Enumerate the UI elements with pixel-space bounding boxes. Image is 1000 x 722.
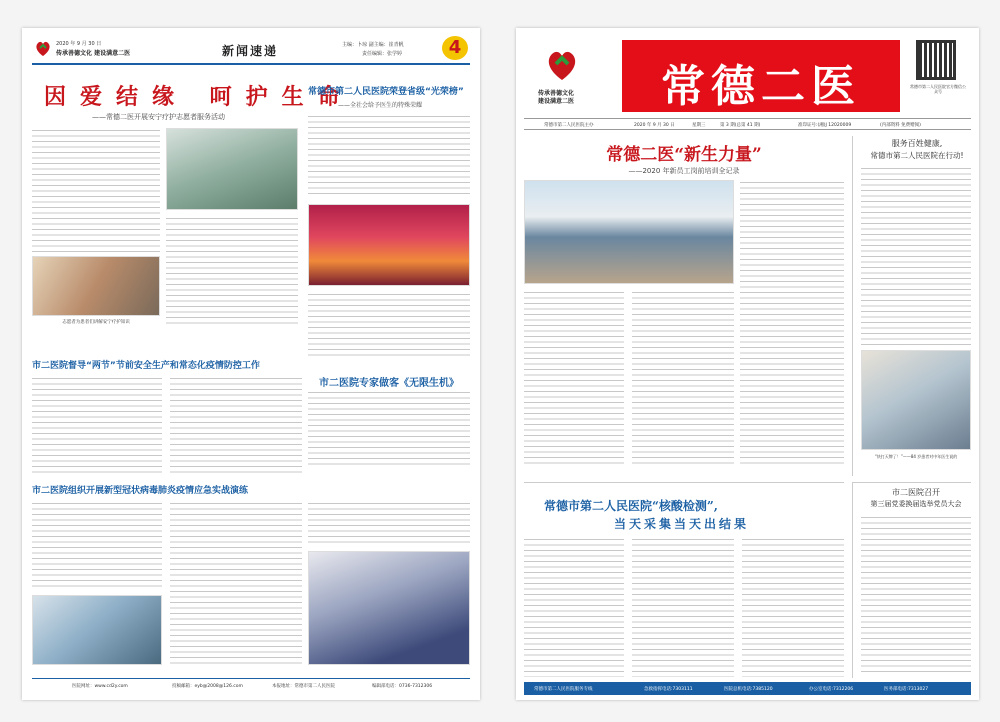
editor-credits: 主编：卜琼 副主编：崔青帆 bbox=[342, 42, 404, 48]
feature-title-1: 常德市第二人民医院“核酸检测”, bbox=[544, 499, 718, 513]
lead-title: 常德二医“新生力量” bbox=[606, 145, 762, 165]
elderly-patient-photo bbox=[861, 350, 971, 450]
article-subtitle: ——全社会给予医生的特殊荣耀 bbox=[338, 102, 423, 109]
masthead bbox=[524, 38, 971, 118]
article-title: 市二医院督导“两节”节前安全生产和常态化疫情防控工作 bbox=[32, 361, 260, 371]
article-body-3 bbox=[308, 501, 470, 547]
article-body bbox=[308, 390, 470, 468]
emergency-phone: 急救指挥电话:7303111 bbox=[644, 687, 693, 692]
duty-editor: 责任编辑：张学婷 bbox=[362, 51, 403, 57]
article-body-2 bbox=[308, 292, 470, 356]
publication-type: (内部资料 免费赠阅) bbox=[880, 123, 921, 128]
sponsor: 常德市第二人民医院主办 bbox=[544, 123, 594, 128]
hospital-logo-icon bbox=[544, 48, 580, 84]
drill-photo bbox=[32, 595, 162, 665]
lead-subtitle: ——2020 年新员工岗前培训全记录 bbox=[628, 167, 740, 175]
lead-body-right bbox=[740, 180, 844, 466]
hotline-label: 常德市第二人民医院服务专线 bbox=[534, 687, 593, 692]
lead-article bbox=[524, 136, 844, 476]
weekday: 星期三 bbox=[692, 123, 706, 128]
article-safety bbox=[32, 358, 302, 478]
side-title-2: 常德市第二人民医院在行动! bbox=[870, 151, 964, 160]
newspaper-page-4 bbox=[22, 28, 480, 700]
article-honor bbox=[308, 70, 470, 358]
article-body bbox=[32, 501, 162, 591]
side2-body bbox=[861, 515, 971, 675]
footer-email: 投稿邮箱：eyb@2008@126.com bbox=[172, 684, 243, 689]
switchboard-phone: 医院总机电话:7385120 bbox=[724, 687, 773, 692]
side-article-health bbox=[852, 136, 971, 476]
issue-date: 2020 年 9 月 30 日 bbox=[634, 123, 675, 128]
award-stage-photo bbox=[308, 204, 470, 286]
service-hotline-bar bbox=[524, 682, 971, 695]
issue-number: 第 3 期(总第 41 期) bbox=[720, 123, 761, 128]
masthead-slogan-1: 传承善德文化 bbox=[538, 90, 575, 97]
office-phone: 办公室电话:7312206 bbox=[809, 687, 854, 692]
article-drill bbox=[32, 483, 470, 673]
article-subtitle: ——常德二医开展安宁疗护志愿者服务活动 bbox=[92, 113, 225, 121]
article-body-2 bbox=[166, 216, 298, 326]
side-article-election bbox=[852, 482, 971, 678]
feature-body-col3 bbox=[742, 537, 844, 677]
staff-group-photo bbox=[524, 180, 734, 284]
article-photo bbox=[166, 128, 298, 210]
side2-title-2: 第三届党委换届选举党员大会 bbox=[870, 500, 962, 508]
header-date: 2020 年 9 月 30 日 bbox=[56, 41, 102, 47]
side-body bbox=[861, 166, 971, 346]
article-expert bbox=[308, 362, 470, 470]
masthead-title-box bbox=[622, 40, 900, 112]
footer-website: 医院网址：www.cd2y.com bbox=[72, 684, 128, 689]
issue-info-bar bbox=[524, 118, 971, 130]
article-body-2 bbox=[170, 501, 302, 665]
page-footer bbox=[32, 678, 470, 694]
article-body bbox=[308, 114, 470, 198]
lead-body-col1 bbox=[524, 290, 624, 466]
newspaper-title: 常德二医 bbox=[661, 61, 861, 112]
feature-title-2: 当天采集当天出结果 bbox=[614, 517, 750, 531]
feature-body-col2 bbox=[632, 537, 734, 677]
feature-body-col1 bbox=[524, 537, 624, 677]
hospital-logo-icon bbox=[34, 40, 52, 58]
newspaper-front-page bbox=[516, 28, 979, 700]
section-title: 新闻速递 bbox=[222, 44, 279, 58]
article-title: 因爱结缘 呵护生命 bbox=[44, 84, 354, 110]
tv-program-photo bbox=[308, 551, 470, 665]
volunteer-photo bbox=[32, 256, 160, 316]
medical-dept-phone: 医务部电话:7313027 bbox=[884, 687, 929, 692]
article-title: 市二医院专家做客《无限生机》 bbox=[319, 378, 459, 389]
side-title-1: 服务百姓健康, bbox=[891, 139, 943, 148]
footer-address: 本报地址：常德市第二人民医院 bbox=[272, 684, 335, 689]
print-permit: 准印证号:(湘)J 12020009 bbox=[798, 123, 852, 128]
header-slogan: 传承善德文化 建设满意二医 bbox=[56, 50, 131, 57]
masthead-slogan-2: 建设满意二医 bbox=[538, 98, 575, 105]
article-body bbox=[32, 376, 162, 476]
page-header bbox=[32, 36, 470, 66]
side2-title-1: 市二医院召开 bbox=[892, 488, 940, 497]
lead-body-col2 bbox=[632, 290, 734, 466]
article-title: 常德市第二人民医院荣登省级“光荣榜” bbox=[308, 87, 464, 97]
feature-article-testing bbox=[524, 482, 844, 678]
article-body-2 bbox=[170, 376, 302, 476]
footer-phone: 编辑部电话：0736-7312306 bbox=[372, 684, 433, 689]
article-volunteer bbox=[32, 70, 354, 330]
article-title: 市二医院组织开展新型冠状病毒肺炎疫情应急实战演练 bbox=[32, 486, 249, 496]
photo-caption: 志愿者为患者们讲解安宁疗护知识 bbox=[62, 320, 130, 325]
qr-code-icon bbox=[916, 40, 956, 80]
qr-caption: 常德市第二人民医院官方微信公众号 bbox=[910, 84, 966, 94]
side-photo-caption: “快打天牌了！”——84 岁患者对中年医生说的 bbox=[874, 454, 958, 459]
page-number: 4 bbox=[442, 36, 468, 60]
article-body bbox=[32, 128, 160, 252]
